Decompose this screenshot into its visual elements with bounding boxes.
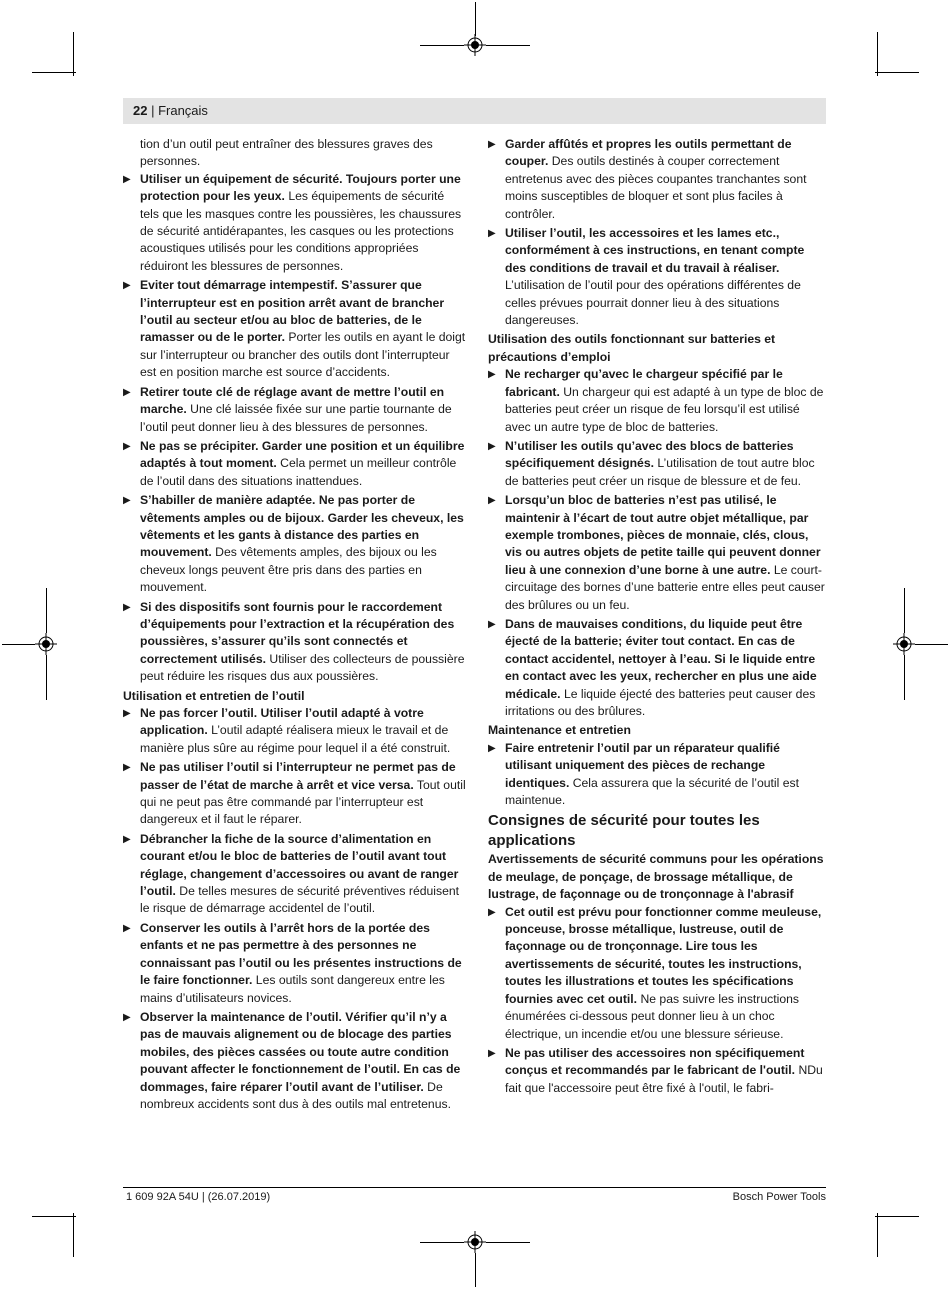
footer-doc-number: 1 609 92A 54U | (26.07.2019): [126, 1191, 271, 1203]
bullet-arrow-icon: ▶: [488, 495, 496, 507]
instruction-text: Le court-circuitage des bornes d’une batterie entre elles peut causer des brûlures ou un feu.: [505, 562, 825, 612]
bullet-arrow-icon: ▶: [488, 369, 496, 381]
instruction-emphasis: Lorsqu’un bloc de batteries n’est pas utilisé, le maintenir à l’écart de tout autre objet métallique, par exemple trombones, pièces de monnaie, clés, clous, vis ou autres objets de petite taille qui peuvent donner lieu à une connexion d’une borne à une autre.: [505, 493, 821, 577]
safety-instruction-item: [123, 705, 466, 757]
safety-instruction-item: [488, 904, 828, 1043]
safety-instruction-item: [488, 225, 828, 329]
crop-mark: [32, 72, 76, 73]
language-label: Français: [158, 103, 208, 118]
bullet-arrow-icon: ▶: [488, 139, 496, 150]
bullet-arrow-icon: ▶: [123, 280, 131, 292]
subsection-heading: Maintenance et entretien: [488, 723, 631, 738]
instruction-emphasis: Ne pas utiliser des accessoires non spécifiquement conçus et recommandés par le fabricant de l'outil.: [505, 1045, 805, 1078]
safety-instruction-item: [123, 759, 466, 829]
instruction-emphasis: Utiliser l’outil, les accessoires et les lames etc., conformément à ces instructions, en tenant compte des conditions de travail et du travail à réaliser.: [505, 226, 805, 275]
page-number: 22: [133, 103, 148, 118]
instruction-text: Tout outil qui ne peut pas être commandé par l’interrupteur est dangereux et il faut le réparer.: [140, 777, 466, 827]
crop-mark: [904, 588, 905, 633]
instruction-emphasis: Si des dispositifs sont fournis pour le raccordement d’équipements pour l’extraction et la récupération des poussières, s’assurer qu’ils sont connectés et correctement utilisés.: [140, 599, 455, 666]
instruction-text: Les outils sont dangereux entre les mains d’utilisateurs novices.: [140, 973, 445, 1005]
instruction-text: Des outils destinés à couper correctement entretenus avec des pièces coupantes tranchantes sont moins susceptibles de bloquer et sont plus faciles à contrôler.: [505, 154, 807, 221]
bullet-arrow-icon: ▶: [123, 495, 131, 507]
instruction-text: Un chargeur qui est adapté à un type de bloc de batteries peut créer un risque de feu lorsqu’il est utilisé avec un autre type de bloc de batteries.: [505, 384, 824, 434]
instruction-emphasis: Cet outil est prévu pour fonctionner comme meuleuse, ponceuse, brosse métallique, lustreuse, outil de façonnage ou de tronçonnage. Lire tous les avertissements de sécurité, toutes les instructions, toutes les illustrations et toutes les spécifications fournies avec cet outil.: [505, 904, 822, 1006]
crop-mark: [46, 655, 47, 700]
safety-instruction-item: [488, 366, 828, 436]
safety-instruction-item: [123, 277, 466, 381]
instruction-emphasis: Retirer toute clé de réglage avant de mettre l’outil en marche.: [140, 384, 445, 417]
instruction-text: Cela permet un meilleur contrôle de l’outil dans des situations inattendues.: [140, 456, 457, 488]
instruction-emphasis: Observer la maintenance de l’outil. Vérifier qu’il n’y a pas de mauvais alignement ou de blocage des parties mobiles, des pièces cassées ou toute autre condition pouvant affecter le fonctionnement de l’outil. En cas de dommages, faire réparer l’outil avant de l’utiliser.: [140, 1009, 461, 1094]
bullet-arrow-icon: ▶: [488, 440, 496, 452]
crop-mark: [875, 72, 919, 73]
safety-instruction-item: [123, 492, 466, 596]
instruction-emphasis: Conserver les outils à l’arrêt hors de la portée des enfants et ne pas permettre à des personnes ne connaissant pas l’outil ou les présentes instructions de le faire fonctionner.: [140, 920, 462, 988]
instruction-text: L’utilisation de tout autre bloc de batteries peut créer un risque de blessure et de feu.: [505, 456, 815, 488]
bullet-arrow-icon: ▶: [488, 742, 496, 754]
crop-mark: [486, 1242, 530, 1243]
crop-mark: [877, 32, 878, 76]
instruction-emphasis: Garder affûtés et propres les outils permettant de couper.: [505, 137, 792, 169]
instruction-text: De telles mesures de sécurité préventives réduisent le risque de démarrage accidentel de l’outil.: [140, 884, 460, 916]
bullet-arrow-icon: ▶: [123, 833, 131, 845]
crop-mark: [46, 588, 47, 633]
bullet-arrow-icon: ▶: [123, 601, 131, 613]
safety-instruction-item: [123, 1009, 466, 1113]
instruction-text: L’outil adapté réalisera mieux le travail et de manière plus sûre au régime pour lequel il a été construit.: [140, 723, 451, 755]
bullet-arrow-icon: ▶: [488, 906, 496, 918]
crop-mark: [2, 644, 35, 645]
safety-instruction-item: [123, 920, 466, 1007]
bullet-arrow-icon: ▶: [123, 440, 131, 452]
safety-instruction-item: [123, 831, 466, 918]
safety-instruction-item: [488, 740, 828, 810]
subsection-heading: Utilisation des outils fonctionnant sur batteries et précautions d’emploi: [488, 332, 776, 364]
instruction-text: Les équipements de sécurité tels que les masques contre les poussières, les chaussures de sécurité antidérapantes, les casques ou les protections acoustiques utilisés pour les conditions appropriées réduiront les blessures de personnes.: [140, 189, 462, 273]
safety-instruction-item: [488, 492, 828, 614]
instruction-text: De nombreux accidents sont dus à des outils mal entretenus.: [140, 1079, 451, 1111]
safety-instruction-item: [488, 136, 828, 223]
crop-mark: [904, 655, 905, 700]
instruction-text: Utiliser des collecteurs de poussière peut réduire les risques dus aux poussières.: [140, 651, 465, 684]
instruction-text: L’utilisation de l’outil pour des opérations différentes de celles prévues pourrait donner lieu à des situations dangereuses.: [505, 278, 801, 328]
bullet-arrow-icon: ▶: [488, 228, 496, 240]
crop-mark: [875, 1216, 919, 1217]
crop-mark: [73, 32, 74, 76]
crop-mark: [475, 1253, 476, 1287]
crop-mark: [486, 45, 530, 46]
instruction-emphasis: Dans de mauvaises conditions, du liquide peut être éjecté de la batterie; éviter tout contact. En cas de contact accidentel, nettoyer à l’eau. Si le liquide entre en contact avec les yeux, rechercher en plus une aide médicale.: [505, 616, 817, 701]
crop-mark: [877, 1213, 878, 1257]
instruction-text: Cela assurera que la sécurité de l’outil est maintenue.: [505, 775, 799, 808]
instruction-text: Ne pas suivre les instructions énumérées ci-dessous peut donner lieu à un choc électrique, un incendie et/ou une blessure sérieuse.: [505, 991, 799, 1041]
instruction-emphasis: Utiliser un équipement de sécurité. Toujours porter une protection pour les yeux.: [140, 171, 461, 204]
instruction-emphasis: Ne pas se précipiter. Garder une position et un équilibre adaptés à tout moment.: [140, 438, 465, 471]
bullet-arrow-icon: ▶: [123, 173, 131, 185]
instruction-emphasis: Faire entretenir l’outil par un réparateur qualifié utilisant uniquement des pièces de rechange identiques.: [505, 740, 780, 790]
instruction-text: Une clé laissée fixée sur une partie tournante de l’outil peut donner lieu à des blessures de personnes.: [140, 402, 452, 434]
footer-divider: [123, 1187, 826, 1188]
bullet-arrow-icon: ▶: [488, 618, 496, 630]
safety-instruction-item: [488, 616, 828, 720]
instruction-text: Des vêtements amples, des bijoux ou les cheveux longs peuvent être pris dans des parties en mouvement.: [140, 545, 437, 595]
page-header: 22 | Français: [123, 98, 826, 124]
crop-mark: [475, 2, 476, 36]
safety-instruction-item: [488, 438, 828, 490]
instruction-emphasis: Ne pas utiliser l’outil si l’interrupteur ne permet pas de passer de l’état de marche à arrêt et vice versa.: [140, 760, 456, 792]
bullet-arrow-icon: ▶: [123, 708, 131, 719]
instruction-text: Le liquide éjecté des batteries peut causer des irritations ou des brûlures.: [505, 686, 816, 718]
subsection-heading: Utilisation et entretien de l’outil: [123, 688, 305, 703]
continued-text: tion d’un outil peut entraîner des blessures graves des personnes.: [140, 137, 433, 169]
section-title: Consignes de sécurité pour toutes les applications: [488, 812, 760, 850]
safety-instruction-item: [123, 384, 466, 436]
crop-mark: [915, 644, 948, 645]
instruction-emphasis: Débrancher la fiche de la source d’alimentation en courant et/ou le bloc de batteries de l’outil avant tout réglage, changement d’accessoires ou avant de ranger l’outil.: [140, 831, 459, 899]
bullet-arrow-icon: ▶: [488, 1047, 496, 1059]
safety-instruction-item: [488, 1045, 828, 1097]
crop-mark: [73, 1213, 74, 1257]
crop-mark: [420, 45, 464, 46]
instruction-emphasis: Ne recharger qu’avec le chargeur spécifié par le fabricant.: [505, 367, 783, 399]
crop-mark: [32, 1216, 76, 1217]
registration-mark-icon: [35, 633, 57, 655]
instruction-text: NDu fait que l'accessoire peut être fixé à l'outil, le fabri-: [505, 1063, 823, 1095]
registration-mark-icon: [464, 1231, 486, 1253]
safety-instruction-item: [123, 171, 466, 275]
registration-mark-icon: [893, 633, 915, 655]
instruction-emphasis: N’utiliser les outils qu’avec des blocs de batteries spécifiquement désignés.: [505, 438, 794, 471]
bullet-arrow-icon: ▶: [123, 922, 131, 934]
right-column: [488, 136, 828, 1099]
instruction-emphasis: Eviter tout démarrage intempestif. S’assurer que l’interrupteur est en position arrêt avant de brancher l’outil au secteur et/ou au bloc de batteries, de le ramasser ou de le porter.: [140, 278, 445, 345]
registration-mark-icon: [464, 34, 486, 56]
instruction-emphasis: Ne pas forcer l’outil. Utiliser l’outil adapté à votre application.: [140, 706, 424, 738]
bullet-arrow-icon: ▶: [123, 762, 131, 774]
instruction-text: Porter les outils en ayant le doigt sur l’interrupteur ou brancher des outils dont l’interrupteur est en position marche est source d’accidents.: [140, 330, 466, 380]
bullet-arrow-icon: ▶: [123, 386, 131, 398]
footer-brand: Bosch Power Tools: [732, 1191, 826, 1203]
instruction-emphasis: S’habiller de manière adaptée. Ne pas porter de vêtements amples ou de bijoux. Garder les cheveux, les vêtements et les gants à distance des parties en mouvement.: [140, 493, 464, 560]
bullet-arrow-icon: ▶: [123, 1011, 131, 1023]
safety-instruction-item: [123, 438, 466, 490]
left-column: [123, 136, 466, 1115]
safety-instruction-item: [123, 599, 466, 686]
subsection-heading: Avertissements de sécurité communs pour les opérations de meulage, de ponçage, de brossage métallique, de lustrage, de façonnage ou de tronçonnage à l'abrasif: [488, 852, 824, 902]
crop-mark: [420, 1242, 464, 1243]
